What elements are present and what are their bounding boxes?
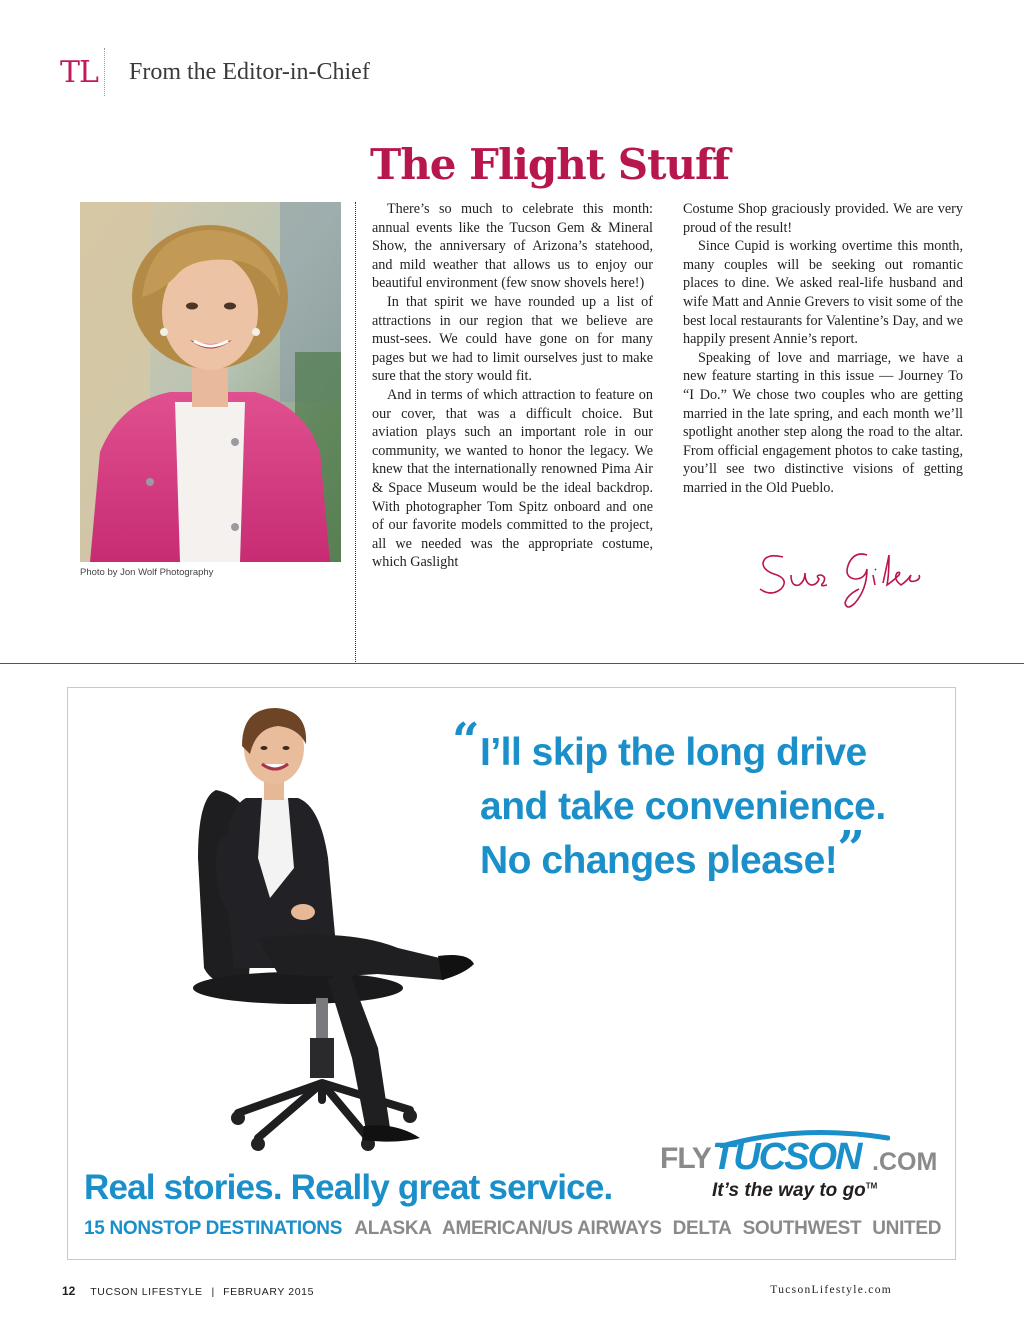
page-header	[60, 48, 370, 96]
flytucson-logo	[660, 1128, 950, 1208]
paragraph: There’s so much to celebrate this month: annual events like the Tucson Gem & Mineral Show, the anniversary of Arizona’s statehood, and mild weather that allows us to enjoy our beautiful environment (few snow shovels here!)	[372, 201, 653, 292]
quote-line: and take convenience.	[480, 785, 886, 828]
ad-quote	[452, 713, 886, 888]
column-divider	[355, 202, 356, 662]
paragraph: And in terms of which attraction to feature on our cover, that was a difficult choice. But aviation plays such an important role in our community, we wanted to honor the legacy. We knew that the internationally renowned Pima Air & Space Museum would be the ideal backdrop. With photographer Tom Spitz onboard and one of our favorite models committed to the project, all we needed was the appropriate costume, which Gaslight	[372, 386, 653, 571]
advertisement	[67, 687, 956, 1260]
page-number: 12	[62, 1284, 76, 1298]
header-divider	[104, 48, 105, 96]
quote-line: I’ll skip the long drive	[480, 731, 867, 774]
airline-name: UNITED	[872, 1218, 942, 1239]
photo-credit: Photo by Jon Wolf Photography	[80, 567, 214, 578]
airline-name: ALASKA	[354, 1218, 432, 1239]
brand-fly: FLY	[660, 1142, 711, 1175]
paragraph: Costume Shop graciously provided. We are very proud of the result!	[683, 201, 963, 236]
trademark-mark: TM	[865, 1181, 878, 1191]
close-quote-icon: ”	[837, 821, 865, 877]
article-column-2	[683, 200, 963, 498]
article-column-1	[372, 200, 653, 572]
airline-name: SOUTHWEST	[742, 1218, 862, 1239]
magazine-logo: TL	[60, 54, 98, 90]
editor-signature	[755, 545, 925, 615]
paragraph: In that spirit we have rounded up a list of attractions in our region that we believe are must-sees. We could have gone on for many pages but we had to limit ourselves just to make sure that the story would fit.	[372, 293, 653, 385]
airline-name: DELTA	[672, 1218, 732, 1239]
page-footer	[62, 1284, 892, 1300]
open-quote-icon: “	[452, 713, 480, 769]
issue-date: FEBRUARY 2015	[223, 1286, 315, 1298]
section-title: From the Editor-in-Chief	[129, 58, 370, 85]
brand-tagline: It’s the way to go™	[712, 1180, 878, 1201]
paragraph: Speaking of love and marriage, we have a new feature starting in this issue — Journey To “I Do.” We chose two couples who are getting married in the late spring, and each month we’ll spotlight another step along the road to the altar. From official engagement photos to cake tasting, you’ll see two distinctive visions of getting married in the Old Pueblo.	[683, 349, 963, 496]
article-headline: The Flight Stuff	[370, 140, 730, 189]
brand-com: .COM	[872, 1148, 938, 1176]
editor-portrait-illustration	[80, 202, 341, 562]
airline-name: AMERICAN/US AIRWAYS	[442, 1218, 662, 1239]
destinations-lead: 15 NONSTOP DESTINATIONS	[84, 1218, 343, 1239]
destinations-line	[84, 1218, 947, 1240]
section-divider	[0, 663, 1024, 664]
quote-line: No changes please!”	[480, 821, 865, 882]
publication-name: TUCSON LIFESTYLE	[90, 1286, 203, 1298]
website-link[interactable]: TucsonLifestyle.com	[770, 1284, 892, 1296]
ad-slogan: Real stories. Really great service.	[84, 1168, 613, 1207]
paragraph: Since Cupid is working overtime this month, many couples will be seeking out romantic places to dine. We asked real-life husband and wife Matt and Annie Grevers to visit some of the best local restaurants for Valentine’s Day, and we happily present Annie’s report.	[683, 238, 963, 348]
footer-separator: |	[211, 1286, 215, 1298]
brand-tucson: TUCSON	[712, 1136, 861, 1178]
seated-woman-illustration	[138, 698, 478, 1168]
editor-photo	[80, 202, 341, 562]
